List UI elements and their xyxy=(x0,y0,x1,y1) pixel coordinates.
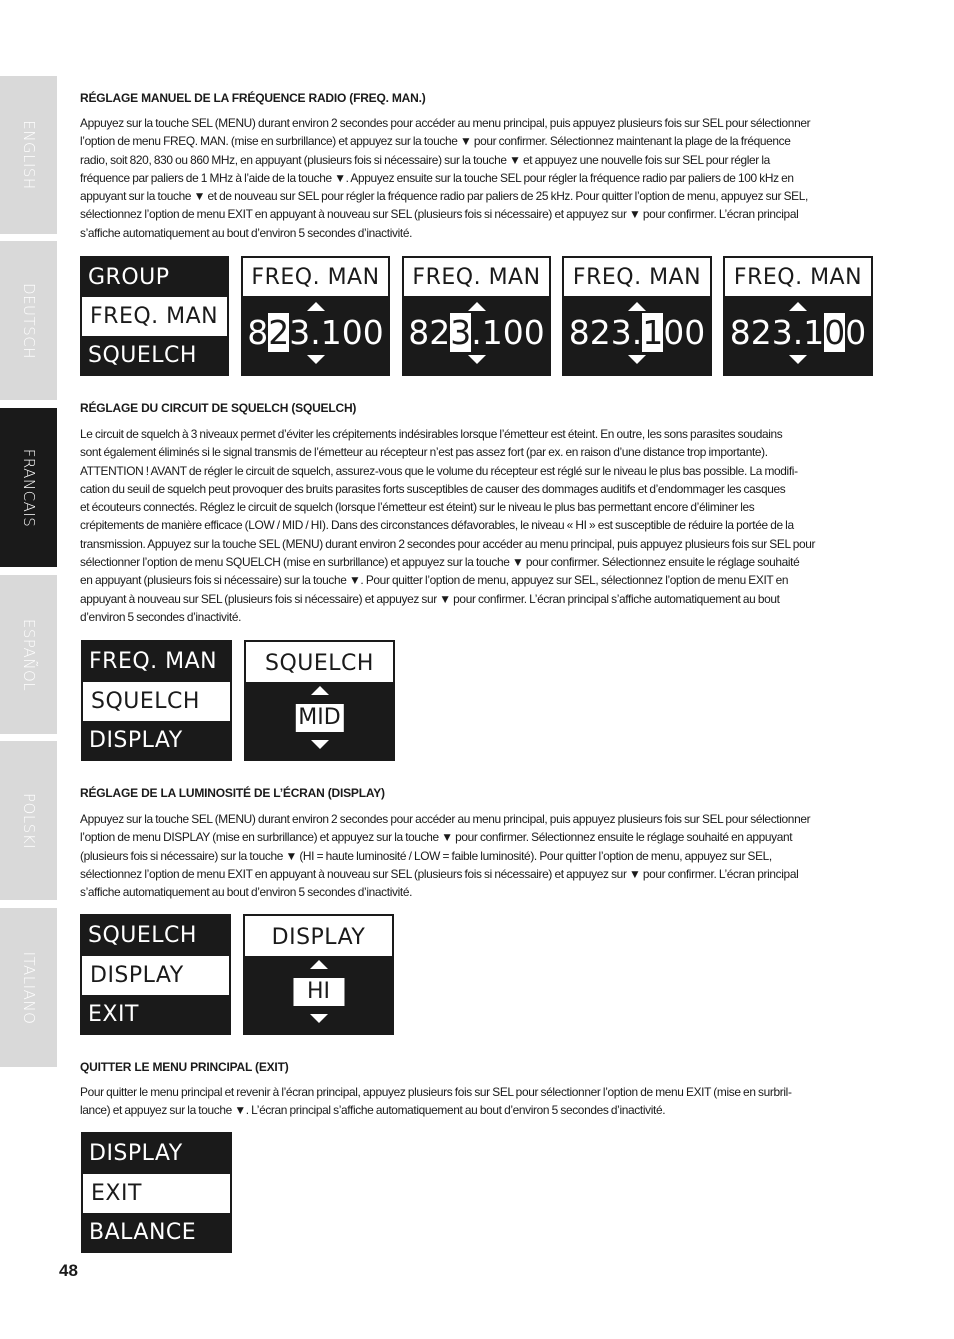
text-line: crépitements de manière efficace (LOW / MID / HI). Dans des circonstances défavorables, le niveau « HI » est susceptible de réduire la portée de la xyxy=(80,518,794,533)
text-line: d’environ 5 secondes d’inactivité. xyxy=(80,609,242,624)
section-heading-exit: QUITTER LE MENU PRINCIPAL (EXIT) xyxy=(80,1060,289,1074)
language-tab-italiano[interactable] xyxy=(0,908,57,1067)
tab-label: ITALIANO xyxy=(19,951,38,1024)
text-line: cation du seuil de squelch peut provoquer des bruits parasites forts susceptibles de causer des dommages auditifs et d’endommager les casques xyxy=(80,481,786,496)
text-line: sont également éliminés si le signal transmis de l’émetteur au récepteur n’est pas assez fort (par ex. en raison d’une distance trop importante). xyxy=(80,445,768,460)
screen-title: SQUELCH xyxy=(246,642,393,682)
section-text-squelch xyxy=(80,425,875,626)
arrow-up-icon xyxy=(789,302,807,311)
section-heading-freq: RÉGLAGE MANUEL DE LA FRÉQUENCE RADIO (FREQ. MAN.) xyxy=(80,91,426,105)
text-line: Le circuit de squelch à 3 niveaux permet d’éviter les crépitements indésirables lorsque l’émetteur est éteint. En outre, les sons parasites soudains xyxy=(80,427,783,441)
cursor-digit: 0 xyxy=(824,313,846,352)
menu-item: SQUELCH xyxy=(88,923,197,948)
arrow-up-icon xyxy=(310,960,328,969)
menu-item-highlighted: SQUELCH xyxy=(83,682,230,721)
lcd-freq-screen-1 xyxy=(241,256,390,376)
lcd-freq-screen-4 xyxy=(723,256,873,376)
tab-label: ENGLISH xyxy=(19,120,38,190)
cursor-digit: 3 xyxy=(450,313,472,352)
text-line: transmission. Appuyez sur la touche SEL (MENU) durant environ 2 secondes pour accéder au menu principal, puis appuyez plusieurs fois sur SEL pour xyxy=(80,536,816,551)
text-line: appuyant à nouveau sur SEL (plusieurs fois si nécessaire) et appuyez sur ▼ pour confirmer. L’écran principal s’affiche automatiquement au bout xyxy=(80,591,780,606)
cursor-digit: 1 xyxy=(642,313,664,352)
text-line: sélectionnez l’option de menu EXIT en appuyant à nouveau sur SEL (plusieurs fois si nécessaire) et appuyez sur ▼ pour confirmer. L’écran principal xyxy=(80,866,799,881)
arrow-up-icon xyxy=(307,302,325,311)
menu-item: DISPLAY xyxy=(89,728,183,753)
menu-item: SQUELCH xyxy=(88,343,197,368)
screen-title: FREQ. MAN xyxy=(404,258,549,296)
section-heading-squelch: RÉGLAGE DU CIRCUIT DE SQUELCH (SQUELCH) xyxy=(80,401,357,415)
lcd-freq-screen-3 xyxy=(562,256,712,376)
text-line: s’affiche automatiquement au bout d’environ 5 secondes d’inactivité. xyxy=(80,885,413,900)
lcd-menu-squelch xyxy=(81,640,232,761)
text-line: appuyant sur la touche ▼ et de nouveau sur SEL pour régler la fréquence radio par paliers de 25 kHz. Pour quitter l’option de menu, appuyez sur SEL, xyxy=(80,189,808,204)
menu-item-highlighted: EXIT xyxy=(83,1174,230,1213)
cursor-digit: 2 xyxy=(268,313,290,352)
menu-item: DISPLAY xyxy=(89,1141,183,1166)
text-line: fréquence par paliers de 1 MHz à l’aide de la touche ▼. Appuyez ensuite sur la touche SEL pour régler la fréquence radio par paliers de 100 kHz en xyxy=(80,170,794,185)
tab-label: DEUTSCH xyxy=(19,282,38,359)
language-tab-francais[interactable] xyxy=(0,408,57,567)
brightness-value: HI xyxy=(293,978,344,1006)
arrow-up-icon xyxy=(628,302,646,311)
tab-label: ESPAÑOL xyxy=(19,618,38,691)
text-line: lance) et appuyez sur la touche ▼. L’écran principal s’affiche automatiquement au bout d’environ 5 secondes d’inactivité. xyxy=(80,1103,666,1118)
menu-item: BALANCE xyxy=(89,1220,197,1245)
frequency-value: 823.100 xyxy=(568,313,706,352)
section-text-exit xyxy=(80,1083,875,1120)
menu-item-highlighted: FREQ. MAN xyxy=(82,297,227,336)
screen-title: FREQ. MAN xyxy=(725,258,871,296)
screen-title: FREQ. MAN xyxy=(564,258,710,296)
text-line: s’affiche automatiquement au bout d’environ 5 secondes d’inactivité. xyxy=(80,225,413,240)
screen-title: DISPLAY xyxy=(245,916,392,956)
arrow-down-icon xyxy=(311,740,329,749)
tab-label: FRANCAIS xyxy=(19,448,38,527)
arrow-down-icon xyxy=(310,1014,328,1023)
language-tab-polski[interactable] xyxy=(0,741,57,900)
text-line: (plusieurs fois si nécessaire) sur la touche ▼ (HI = haute luminosité / LOW = faible luminosité). Pour quitter l’option de menu, appuyez sur SEL, xyxy=(80,848,772,863)
language-tab-espanol[interactable] xyxy=(0,575,57,734)
frequency-value: 823.100 xyxy=(408,313,545,352)
text-line: Pour quitter le menu principal et revenir à l’écran principal, appuyez plusieurs fois sur SEL pour sélectionner l’option de menu EXIT (mise en surbril- xyxy=(80,1085,792,1099)
text-line: Appuyez sur la touche SEL (MENU) durant environ 2 secondes pour accéder au menu principal, puis appuyez plusieurs fois sur SEL pour sélectionner xyxy=(80,812,811,826)
lcd-display-screen xyxy=(243,914,394,1035)
menu-item: FREQ. MAN xyxy=(89,649,218,674)
squelch-level-value: MID xyxy=(295,704,343,732)
menu-item: GROUP xyxy=(88,265,170,290)
section-text-display xyxy=(80,810,875,901)
frequency-value: 823.100 xyxy=(247,313,384,352)
section-heading-display: RÉGLAGE DE LA LUMINOSITÉ DE L’ÉCRAN (DISPLAY) xyxy=(80,786,385,800)
section-text-freq xyxy=(80,114,875,242)
menu-item: EXIT xyxy=(88,1002,139,1027)
language-tab-deutsch[interactable] xyxy=(0,241,57,400)
lcd-menu-exit xyxy=(81,1132,232,1253)
arrow-up-icon xyxy=(468,302,486,311)
menu-item-highlighted: DISPLAY xyxy=(82,956,229,995)
lcd-menu-display xyxy=(80,914,231,1035)
page-number: 48 xyxy=(59,1261,78,1280)
arrow-down-icon xyxy=(628,355,646,364)
text-line: sélectionner l’option de menu SQUELCH (mise en surbrillance) et appuyez sur la touche ▼ pour confirmer. Sélectionnez ensuite le réglage souhaité xyxy=(80,555,800,570)
text-line: Appuyez sur la touche SEL (MENU) durant environ 2 secondes pour accéder au menu principal, puis appuyez plusieurs fois sur SEL pour sélectionner xyxy=(80,116,811,130)
screen-title: FREQ. MAN xyxy=(243,258,388,296)
language-tab-english[interactable] xyxy=(0,76,57,234)
tab-label: POLSKI xyxy=(19,792,38,849)
text-line: l’option de menu FREQ. MAN. (mise en surbrillance) et appuyez sur la touche ▼ pour confirmer. Sélectionnez maintenant la plage de la fréquence xyxy=(80,134,791,149)
frequency-value: 823.100 xyxy=(729,313,867,352)
lcd-menu-freq xyxy=(80,256,229,376)
text-line: et écouteurs connectés. Réglez le circuit de squelch (lorsque l’émetteur est éteint) sur le niveau le plus bas permettant encore d’éliminer les xyxy=(80,500,755,515)
arrow-down-icon xyxy=(307,355,325,364)
arrow-down-icon xyxy=(468,355,486,364)
text-line: ATTENTION ! AVANT de régler le circuit de squelch, assurez-vous que le volume du récepteur est réglé sur le niveau le plus bas possible. La modifi- xyxy=(80,463,798,478)
arrow-down-icon xyxy=(789,355,807,364)
text-line: l’option de menu DISPLAY (mise en surbrillance) et appuyez sur la touche ▼ pour confirmer. Sélectionnez ensuite le réglage souhaité en appuyant xyxy=(80,830,793,845)
arrow-up-icon xyxy=(311,686,329,695)
lcd-freq-screen-2 xyxy=(402,256,551,376)
text-line: sélectionnez l’option de menu EXIT en appuyant à nouveau sur SEL (plusieurs fois si nécessaire) et appuyez sur ▼ pour confirmer. L’écran principal xyxy=(80,207,799,222)
text-line: en appuyant (plusieurs fois si nécessaire) sur la touche ▼. Pour quitter l’option de menu, appuyez sur SEL, sélectionnez l’option de menu EXIT en xyxy=(80,573,789,588)
text-line: radio, soit 820, 830 ou 860 MHz, en appuyant (plusieurs fois si nécessaire) sur la touche ▼ et appuyez une nouvelle fois sur SEL pour régler la xyxy=(80,152,770,167)
lcd-squelch-screen xyxy=(244,640,395,761)
